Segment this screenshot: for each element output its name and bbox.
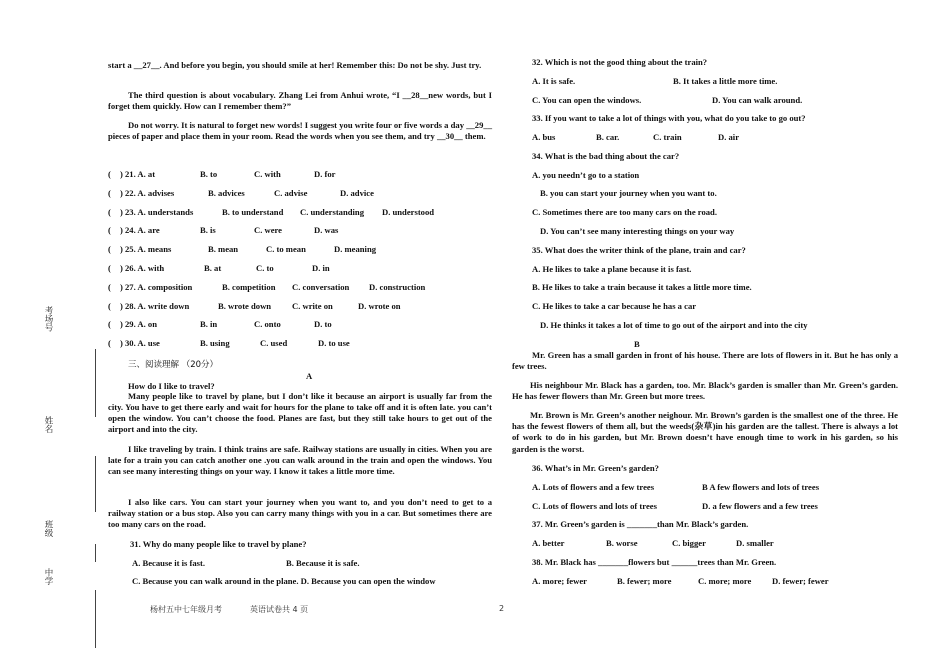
- exam-room-label: 考场号: [43, 306, 53, 332]
- cloze-option-c: C. conversation: [292, 281, 350, 292]
- question-33-option-a: A. bus: [532, 132, 556, 142]
- name-line: [95, 456, 96, 512]
- question-37: 37. Mr. Green’s garden is _______than Mr. Black’s garden.: [532, 519, 749, 529]
- cloze-option-d: D. construction: [369, 281, 426, 292]
- cloze-option-c: C. were: [254, 225, 282, 236]
- cloze-option-c: C. understanding: [300, 206, 364, 217]
- cloze-option-c: C. write on: [292, 300, 333, 311]
- passage-letter-a: A: [306, 371, 313, 381]
- question-37-option-d: D. smaller: [736, 538, 774, 548]
- cloze-option-b: B. mean: [208, 244, 239, 255]
- cloze-option-num: ) 22. A. advises: [120, 187, 175, 198]
- cloze-option-num: ) 23. A. understands: [120, 206, 194, 217]
- cloze-option-b: B. using: [200, 338, 230, 349]
- question-36-option-d: D. a few flowers and a few trees: [702, 501, 818, 511]
- cloze-option-paren: (: [108, 244, 111, 255]
- question-38: 38. Mr. Black has _______flowers but ______trees than Mr. Green.: [532, 557, 777, 567]
- cloze-option-num: ) 26. A. with: [120, 263, 165, 273]
- reading-paragraph-2: I like traveling by train. I think trains are safe. Railway stations are usually in cities. When you are late for a train you can catch another one .you can walk around in the train and open the windows. You can see many interesting things on your way. I know it takes a little more time.: [108, 444, 492, 476]
- footer-subject: 英语试卷共 4 页: [250, 605, 309, 614]
- question-32-option-d: D. You can walk around.: [712, 95, 803, 105]
- passage-title: How do I like to travel?: [128, 381, 215, 391]
- cloze-option-c: C. used: [260, 338, 288, 349]
- question-33-option-d: D. air: [718, 132, 740, 142]
- class-line: [95, 544, 96, 562]
- question-33: 33. If you want to take a lot of things with you, what do you take to go out?: [532, 113, 806, 123]
- cloze-option-num: ) 27. A. composition: [120, 281, 193, 292]
- question-36: 36. What’s in Mr. Green’s garden?: [532, 463, 659, 473]
- cloze-option-c: C. to mean: [266, 244, 306, 255]
- cloze-option-d: D. meaning: [334, 244, 377, 255]
- school-line: [95, 590, 96, 648]
- name-label: 姓名: [43, 416, 53, 433]
- question-38-option-a: A. more; fewer: [532, 576, 587, 586]
- cloze-option-num: ) 30. A. use: [120, 338, 160, 349]
- cloze-option-b: B. to: [200, 169, 218, 179]
- cloze-option-d: D. wrote on: [358, 300, 401, 311]
- cloze-option-num: ) 28. A. write down: [120, 300, 190, 311]
- cloze-option-c: C. onto: [254, 319, 281, 330]
- section-heading: 三、阅读理解 （20分）: [128, 360, 219, 370]
- cloze-option-paren: (: [108, 225, 111, 236]
- cloze-option-b: B. in: [200, 319, 218, 330]
- cloze-option-paren: (: [108, 281, 111, 292]
- question-36-option-b: B A few flowers and lots of trees: [702, 482, 820, 492]
- question-32-option-c: C. You can open the windows.: [532, 95, 642, 105]
- cloze-option-paren: (: [108, 300, 111, 311]
- cloze-option-num: ) 24. A. are: [120, 225, 160, 236]
- question-37-option-a: A. better: [532, 538, 565, 548]
- cloze-option-d: D. in: [312, 263, 330, 273]
- cloze-option-num: ) 25. A. means: [120, 244, 172, 255]
- question-35-option-b: B. He likes to take a train because it takes a little more time.: [532, 282, 752, 292]
- question-35-option-a: A. He likes to take a plane because it is fast.: [532, 264, 692, 274]
- question-34-option-b: B. you can start your journey when you want to.: [540, 188, 717, 198]
- passage-b-paragraph-2: His neighbour Mr. Black has a garden, too. Mr. Black’s garden is smaller than Mr. Green’s garden. He has fewer flowers than Mr. Green but more trees.: [512, 380, 898, 402]
- cloze-paragraph-3: Do not worry. It is natural to forget new words! I suggest you write four or five words a day __29__ pieces of paper and place them in your room. Read the words when you see them, and try __30__ them.: [108, 120, 492, 142]
- cloze-option-num: ) 29. A. on: [120, 319, 158, 330]
- cloze-option-d: D. to use: [318, 338, 350, 349]
- cloze-option-b: B. wrote down: [218, 300, 272, 311]
- cloze-option-b: B. is: [200, 225, 216, 236]
- question-32: 32. Which is not the good thing about the train?: [532, 57, 708, 67]
- school-label: 中学: [43, 568, 53, 585]
- question-34: 34. What is the bad thing about the car?: [532, 151, 680, 161]
- question-33-option-c: C. train: [653, 132, 682, 142]
- question-38-option-c: C. more; more: [698, 576, 752, 586]
- question-34-option-a: A. you needn’t go to a station: [532, 170, 640, 180]
- question-35: 35. What does the writer think of the plane, train and car?: [532, 245, 746, 255]
- question-31-option-a: A. Because it is fast.: [132, 558, 206, 568]
- question-34-option-d: D. You can’t see many interesting things on your way: [540, 226, 735, 236]
- cloze-option-paren: (: [108, 206, 111, 217]
- question-37-option-c: C. bigger: [672, 538, 706, 548]
- cloze-option-num: ) 21. A. at: [120, 169, 156, 179]
- cloze-paragraph-2: The third question is about vocabulary. Zhang Lei from Anhui wrote, “I __28__new words, but I forget them quickly. How can I remember them?”: [108, 90, 492, 112]
- question-37-option-b: B. worse: [606, 538, 638, 548]
- footer-school: 杨村五中七年级月考: [150, 605, 222, 614]
- question-38-option-b: B. fewer; more: [617, 576, 672, 586]
- question-31: 31. Why do many people like to travel by plane?: [130, 539, 307, 549]
- cloze-option-c: C. with: [254, 169, 281, 179]
- question-32-option-a: A. It is safe.: [532, 76, 576, 86]
- passage-letter-b: B: [634, 339, 640, 349]
- cloze-option-d: D. was: [314, 225, 339, 236]
- exam-room-line: [95, 349, 96, 417]
- cloze-option-d: D. to: [314, 319, 332, 330]
- passage-b-paragraph-3: Mr. Brown is Mr. Green’s another neighour. Mr. Brown’s garden is the smallest one of the three. He has the fewest flowers of them all, but the weeds(杂草)in his garden are the tallest. There is always a lot of work to do in his garden, but Mr. Brown doesn’t have enough time to work in his garden, so his garden is the worst.: [512, 410, 898, 454]
- cloze-option-paren: (: [108, 187, 111, 198]
- cloze-option-d: D. understood: [382, 206, 435, 217]
- cloze-option-c: C. advise: [274, 187, 308, 198]
- question-32-option-b: B. It takes a little more time.: [673, 76, 778, 86]
- question-36-option-c: C. Lots of flowers and lots of trees: [532, 501, 657, 511]
- cloze-option-d: D. advice: [340, 187, 374, 198]
- passage-b-paragraph-1: Mr. Green has a small garden in front of his house. There are lots of flowers in it. But he has only a few trees.: [512, 350, 898, 372]
- cloze-option-b: B. at: [204, 263, 222, 273]
- question-36-option-a: A. Lots of flowers and a few trees: [532, 482, 655, 492]
- question-35-option-c: C. He likes to take a car because he has a car: [532, 301, 697, 311]
- cloze-option-paren: (: [108, 319, 111, 330]
- question-38-option-d: D. fewer; fewer: [772, 576, 829, 586]
- cloze-option-b: B. competition: [222, 281, 276, 292]
- reading-paragraph-1: Many people like to travel by plane, but I don’t like it because an airport is usually far from the city. You have to get there early and wait for hours for the plane to take off and it is often late. you can’t open the window. You can’t choose the food. Planes are fast, but they still take hours to get out of the airport and into the city.: [108, 391, 492, 434]
- cloze-option-b: B. advices: [208, 187, 245, 198]
- cloze-option-b: B. to understand: [222, 206, 284, 217]
- reading-paragraph-3: I also like cars. You can start your journey when you want to, and you don’t need to get to a railway station or a bus stop. Also you can carry many things with you in a car. But sometimes there are too many cars on the road.: [108, 497, 492, 529]
- class-label: 班级: [43, 520, 53, 537]
- question-33-option-b: B. car.: [596, 132, 620, 142]
- question-34-option-c: C. Sometimes there are too many cars on the road.: [532, 207, 717, 217]
- cloze-paragraph-1: start a __27__. And before you begin, you should smile at her! Remember this: Do not be shy. Just try.: [108, 60, 482, 70]
- cloze-option-c: C. to: [256, 263, 274, 273]
- cloze-option-d: D. for: [314, 169, 336, 179]
- question-31-options-cd: C. Because you can walk around in the plane. D. Because you can open the window: [132, 576, 436, 586]
- cloze-option-paren: (: [108, 263, 111, 273]
- binding-margin: [40, 0, 70, 671]
- cloze-option-paren: (: [108, 338, 111, 349]
- cloze-option-paren: (: [108, 169, 111, 179]
- question-35-option-d: D. He thinks it takes a lot of time to go out of the airport and into the city: [540, 320, 808, 330]
- page-number: 2: [499, 604, 505, 613]
- question-31-option-b: B. Because it is safe.: [286, 558, 360, 568]
